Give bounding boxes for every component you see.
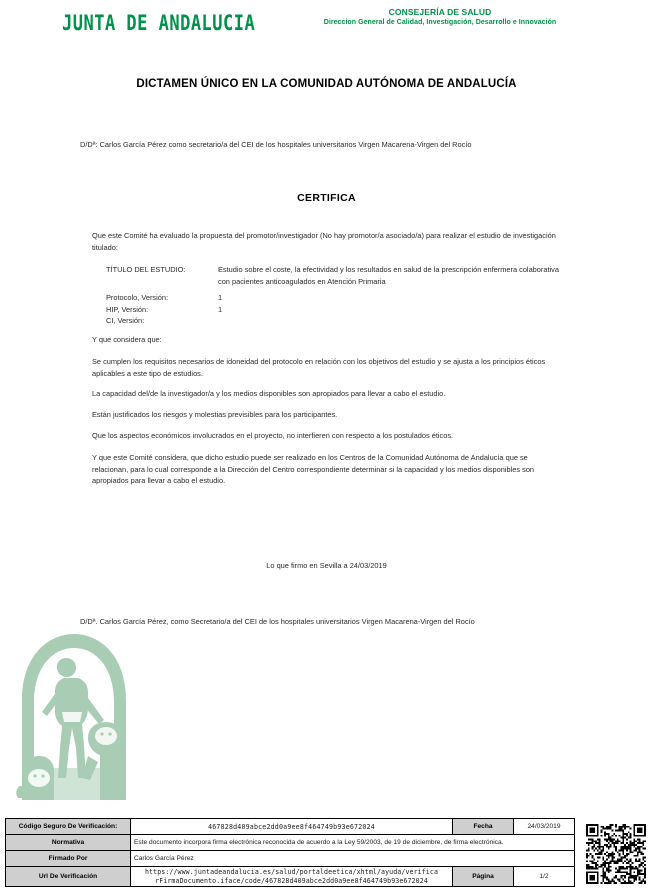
normativa-value: Este documento incorpora firma electrónica reconocida de acuerdo a la Ley 59/2003, de 19 de diciembre, de firma electrónica. (131, 835, 575, 851)
ci-version-value (218, 315, 566, 327)
table-row (6, 867, 575, 887)
table-row (6, 835, 575, 851)
hip-version-value: 1 (218, 304, 223, 314)
consideration-item: Y que este Comité considera, que dicho estudio puede ser realizado en los Centros de la Comunidad Autónoma de Andalucía que se relacionan, para lo cual corresponde a la Dirección del Centro correspondiente determinar si la capacidad y los medios disponibles son apropiados para llevar a cabo el estudio. (92, 453, 535, 485)
signature-place-date: Lo que firmo en Sevilla a 24/03/2019 (266, 561, 387, 570)
page-label: Página (453, 867, 514, 887)
table-row (6, 851, 575, 867)
date-label: Fecha (453, 819, 514, 835)
table-row (6, 819, 575, 835)
ci-version-label: CI, Versión: (106, 316, 145, 326)
ministry-directorate: Direccion General de Calidad, Investigación, Desarrollo e Innovación (323, 19, 557, 26)
csv-label: Código Seguro De Verificación: (6, 819, 131, 835)
considers-heading: Y que considera que: (92, 335, 162, 344)
secretary-intro-line: D/Dª: Carlos García Pérez como secretario/a del CEI de los hospitales universitarios Virgen Macarena-Virgen del Rocío (80, 140, 472, 149)
date-value: 24/03/2019 (514, 819, 575, 835)
verification-url-value[interactable] (131, 867, 453, 887)
study-title-value: Estudio sobre el coste, la efectividad y los resultados en salud de la prescripción enfermera colaborativa con pacientes anticoagulados en Atención Primaria (218, 265, 559, 286)
ministry-name: CONSEJERÍA DE SALUD (388, 7, 492, 17)
study-row (106, 304, 566, 316)
certifies-heading: CERTIFICA (297, 192, 356, 204)
verification-url-label: Url De Verificación (6, 867, 131, 887)
hip-version-label: HIP, Versión: (106, 304, 149, 314)
ministry-header (280, 7, 600, 27)
signature-footer: D/Dª. Carlos García Pérez, como Secretario/a del CEI de los hospitales universitarios Virgen Macarena-Virgen del Rocío (80, 617, 475, 626)
consideration-item: Están justificados los riesgos y molestias previsibles para los participantes. (92, 410, 338, 419)
junta-de-andalucia-logo: JUNTA DE ANDALUCIA (62, 11, 256, 37)
andalusia-coat-of-arms-icon (14, 628, 126, 800)
verification-url-line2: rFirmaDocumento.iface/code/467828d409abce2dd0a9ee8f464749b93e672024 (155, 876, 428, 885)
csv-value: 467828d409abce2dd0a9ee8f464749b93e672024 (131, 819, 453, 835)
consideration-item: Se cumplen los requisitos necesarios de idoneidad del protocolo en relación con los objetivos del estudio y se ajusta a los principios éticos aplicables a este tipo de estudios. (92, 357, 546, 378)
page-title: DICTAMEN ÚNICO EN LA COMUNIDAD AUTÓNOMA DE ANDALUCÍA (136, 78, 517, 90)
verification-footer-table (5, 818, 575, 887)
verification-url-line1: https://www.juntadeandalucia.es/salud/portaldeetica/xhtml/ayuda/verifica (144, 868, 439, 876)
study-row (106, 315, 566, 327)
study-row (106, 264, 566, 287)
normativa-label: Normativa (6, 835, 131, 851)
consideration-item: La capacidad del/de la investigador/a y los medios disponibles son apropiados para llevar a cabo el estudio. (92, 389, 446, 398)
consideration-item: Que los aspectos económicos involucrados en el proyecto, no interfieren con respecto a los postulados éticos. (92, 431, 454, 440)
qr-code-icon[interactable] (583, 818, 649, 890)
study-details-block (106, 264, 566, 327)
signed-by-label: Firmado Por (6, 851, 131, 867)
signed-by-value: Carlos García Pérez (131, 851, 575, 867)
protocol-version-label: Protocolo, Versión: (106, 293, 169, 303)
page-value: 1/2 (514, 867, 575, 887)
evaluation-paragraph: Que este Comité ha evaluado la propuesta del promotor/investigador (No hay promotor/a asociado/a) para realizar el estudio de investigación titulado: (92, 231, 556, 252)
study-title-label: TÍTULO DEL ESTUDIO: (106, 265, 186, 274)
study-row (106, 292, 566, 304)
protocol-version-value: 1 (218, 293, 223, 303)
